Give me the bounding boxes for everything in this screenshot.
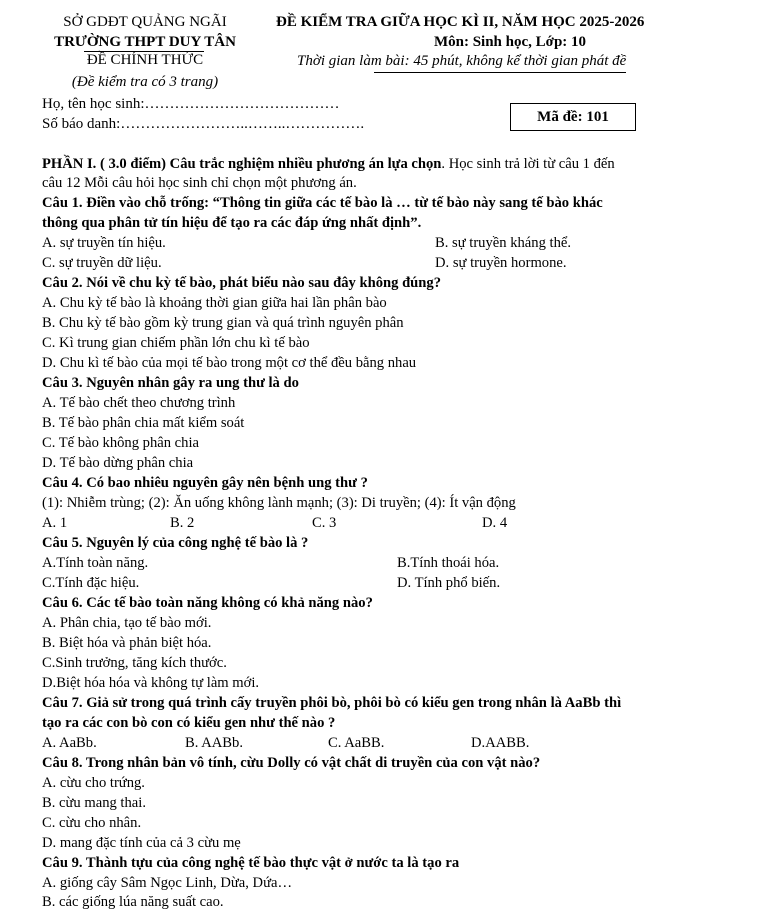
q1-option-d: D. sự truyền hormone. — [435, 255, 567, 271]
question-5: Câu 5. Nguyên lý của công nghệ tế bào là ? — [42, 535, 309, 551]
q5-option-d: D. Tính phổ biến. — [397, 575, 501, 591]
q4-option-a: A. 1 — [42, 515, 68, 531]
q3-option-a: A. Tế bào chết theo chương trình — [42, 395, 236, 411]
q6-option-d: D.Biệt hóa hóa và không tự làm mới. — [42, 675, 260, 691]
q3-option-c: C. Tế bào không phân chia — [42, 435, 199, 451]
q9-option-a: A. giống cây Sâm Ngọc Linh, Dừa, Dứa… — [42, 875, 293, 891]
question-8: Câu 8. Trong nhân bản vô tính, cừu Dolly có vật chất di truyền của con vật nào? — [42, 755, 541, 771]
q6-option-b: B. Biệt hóa và phản biệt hóa. — [42, 635, 212, 651]
department-name: SỞ GDĐT QUẢNG NGÃI — [63, 14, 227, 30]
q1-option-c: C. sự truyền dữ liệu. — [42, 255, 162, 271]
question-6: Câu 6. Các tế bào toàn năng không có khả năng nào? — [42, 595, 373, 611]
q1-option-b: B. sự truyền kháng thể. — [435, 235, 571, 251]
q2-option-b: B. Chu kỳ tế bào gồm kỳ trung gian và quá trình nguyên phân — [42, 315, 404, 331]
pages-note: (Đề kiểm tra có 3 trang) — [71, 74, 219, 90]
q5-option-c: C.Tính đặc hiệu. — [42, 575, 140, 591]
question-2: Câu 2. Nói về chu kỳ tế bào, phát biểu nào sau đây không đúng? — [42, 275, 442, 291]
q7-option-c: C. AaBB. — [328, 735, 385, 751]
question-4-statements: (1): Nhiễm trùng; (2): Ăn uống không lành mạnh; (3): Di truyền; (4): Ít vận động — [42, 495, 516, 511]
q7-option-d: D.AABB. — [471, 735, 530, 751]
q2-option-a: A. Chu kỳ tế bào là khoảng thời gian giữa hai lần phân bào — [42, 295, 387, 311]
question-7-line-2: tạo ra các con bò con có kiểu gen như thế nào ? — [42, 715, 336, 731]
section-instruction-2: câu 12 Mỗi câu hỏi học sinh chỉ chọn một phương án. — [42, 175, 357, 191]
q5-option-a: A.Tính toàn năng. — [42, 555, 149, 571]
exam-code-box: Mã đề: 101 — [510, 103, 636, 131]
question-9: Câu 9. Thành tựu của công nghệ tế bào thực vật ở nước ta là tạo ra — [42, 855, 460, 871]
q8-option-a: A. cừu cho trứng. — [42, 775, 145, 791]
section-heading — [42, 155, 615, 174]
question-4: Câu 4. Có bao nhiêu nguyên gây nên bệnh ung thư ? — [42, 475, 368, 491]
q6-option-a: A. Phân chia, tạo tế bào mới. — [42, 615, 212, 631]
q4-option-b: B. 2 — [170, 515, 195, 531]
section-instruction: . Học sinh trả lời từ câu 1 đến — [441, 156, 615, 172]
student-name-field: Họ, tên học sinh:………………………………… — [42, 96, 340, 112]
q9-option-b: B. các giống lúa năng suất cao. — [42, 894, 224, 910]
subject-line: Môn: Sinh học, Lớp: 10 — [433, 34, 587, 50]
question-1-line-2: thông qua phân tử tín hiệu để tạo ra các đáp ứng nhất định”. — [42, 215, 422, 231]
q1-option-a: A. sự truyền tín hiệu. — [42, 235, 166, 251]
question-1-line-1: Câu 1. Điền vào chỗ trống: “Thông tin giữa các tế bào là … từ tế bào này sang tế bào khác — [42, 195, 603, 211]
school-name: TRƯỜNG THPT DUY TÂN — [54, 34, 236, 50]
time-underline — [374, 72, 626, 73]
q3-option-d: D. Tế bào dừng phân chia — [42, 455, 194, 471]
section-title: PHẦN I. ( 3.0 điểm) Câu trắc nghiệm nhiều phương án lựa chọn — [42, 156, 442, 172]
q6-option-c: C.Sinh trưởng, tăng kích thước. — [42, 655, 227, 671]
q2-option-c: C. Kì trung gian chiếm phần lớn chu kì tế bào — [42, 335, 310, 351]
exam-title: ĐỀ KIỂM TRA GIỮA HỌC KÌ II, NĂM HỌC 2025-2026 — [276, 14, 645, 30]
q4-option-c: C. 3 — [312, 515, 337, 531]
question-3: Câu 3. Nguyên nhân gây ra ung thư là do — [42, 375, 299, 391]
student-id-field: Số báo danh:……………………..……..……………. — [42, 116, 365, 132]
q7-option-a: A. AaBb. — [42, 735, 97, 751]
time-line: Thời gian làm bài: 45 phút, không kể thời gian phát đề — [297, 53, 627, 69]
official-label: ĐỀ CHÍNH THỨC — [86, 52, 204, 68]
q8-option-d: D. mang đặc tính của cả 3 cừu mẹ — [42, 835, 241, 851]
q4-option-d: D. 4 — [482, 515, 508, 531]
question-7-line-1: Câu 7. Giả sử trong quá trình cấy truyền phôi bò, phôi bò có kiểu gen trong nhân là AaBb thì — [42, 695, 622, 711]
q3-option-b: B. Tế bào phân chia mất kiểm soát — [42, 415, 245, 431]
q8-option-b: B. cừu mang thai. — [42, 795, 146, 811]
q5-option-b: B.Tính thoái hóa. — [397, 555, 500, 571]
q7-option-b: B. AABb. — [185, 735, 243, 751]
q2-option-d: D. Chu kì tế bào của mọi tế bào trong một cơ thể đều bằng nhau — [42, 355, 417, 371]
q8-option-c: C. cừu cho nhân. — [42, 815, 142, 831]
